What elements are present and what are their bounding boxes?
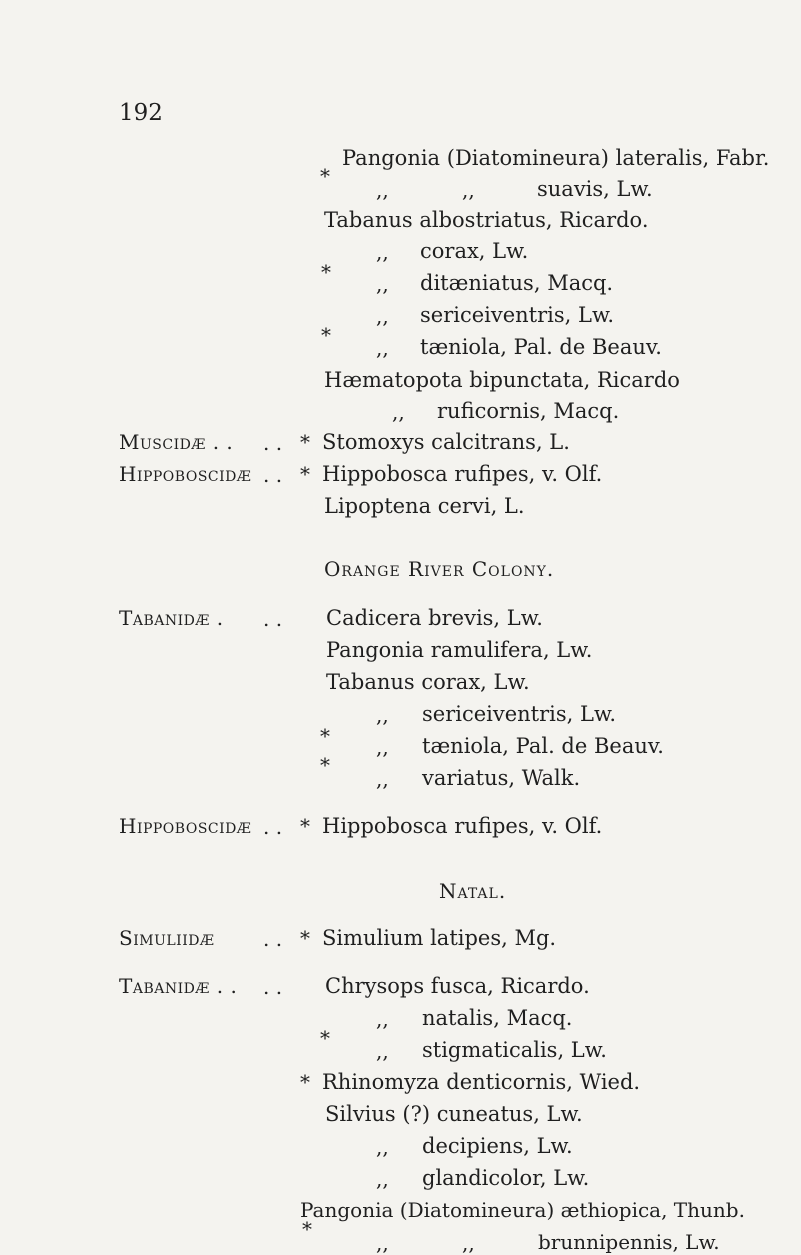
species-line: Chrysops fusca, Ricardo.: [325, 974, 590, 998]
species-line: tæniola, Pal. de Beauv.: [422, 734, 664, 758]
star-mark: *: [320, 1026, 330, 1050]
ditto-mark: ,,: [392, 400, 405, 424]
ditto-mark: ,,: [376, 703, 389, 727]
section-heading: Orange River Colony.: [324, 557, 555, 581]
family-name: Hippoboscidæ: [119, 462, 252, 486]
species-line: glandicolor, Lw.: [422, 1166, 590, 1190]
ditto-mark: ,,: [376, 1039, 389, 1063]
species-line: Silvius (?) cuneatus, Lw.: [325, 1102, 583, 1126]
species-line: Cadicera brevis, Lw.: [326, 606, 543, 630]
species-line: tæniola, Pal. de Beauv.: [420, 335, 662, 359]
star-mark: *: [300, 926, 310, 950]
species-line: Tabanus albostriatus, Ricardo.: [324, 208, 649, 232]
ditto-mark: ,,: [376, 178, 389, 202]
species-line: Pangonia ramulifera, Lw.: [326, 638, 593, 662]
species-line: sericeiventris, Lw.: [420, 303, 615, 327]
ditto-mark: ,,: [376, 304, 389, 328]
star-mark: *: [302, 1217, 312, 1241]
species-line: Hæmatopota bipunctata, Ricardo: [324, 368, 680, 392]
species-line: Stomoxys calcitrans, L.: [322, 430, 570, 454]
ditto-mark: ,,: [376, 272, 389, 296]
species-line: Hippobosca rufipes, v. Olf.: [322, 814, 603, 838]
species-line: Rhinomyza denticornis, Wied.: [322, 1070, 641, 1094]
leader-dots: . .: [263, 815, 283, 839]
ditto-mark: ,,: [376, 1231, 389, 1255]
star-mark: *: [320, 724, 330, 748]
star-mark: *: [320, 164, 330, 188]
leader-dots: . .: [263, 431, 283, 455]
leader-dots: . .: [263, 607, 283, 631]
ditto-mark: ,,: [462, 178, 475, 202]
star-mark: *: [300, 1070, 310, 1094]
species-line: natalis, Macq.: [422, 1006, 573, 1030]
species-line: Pangonia (Diatomineura) æthiopica, Thunb.: [300, 1198, 745, 1222]
family-name: Tabanidæ .: [119, 606, 224, 630]
leader-dots: . .: [263, 463, 283, 487]
species-line: ditæniatus, Macq.: [420, 271, 614, 295]
star-mark: *: [320, 753, 330, 777]
leader-dots: . .: [263, 927, 283, 951]
ditto-mark: ,,: [376, 240, 389, 264]
family-name: Hippoboscidæ: [119, 814, 252, 838]
leader-dots: . .: [263, 975, 283, 999]
star-mark: *: [300, 814, 310, 838]
species-line: variatus, Walk.: [422, 766, 581, 790]
family-name: Simuliidæ: [119, 926, 215, 950]
ditto-mark: ,,: [376, 735, 389, 759]
star-mark: *: [321, 260, 331, 284]
species-line: corax, Lw.: [420, 239, 529, 263]
species-line: sericeiventris, Lw.: [422, 702, 617, 726]
ditto-mark: ,,: [376, 767, 389, 791]
page-number: 192: [119, 100, 163, 126]
species-line: Hippobosca rufipes, v. Olf.: [322, 462, 603, 486]
species-line: Simulium latipes, Mg.: [322, 926, 557, 950]
species-line: stigmaticalis, Lw.: [422, 1038, 607, 1062]
ditto-mark: ,,: [376, 1167, 389, 1191]
ditto-mark: ,,: [376, 1135, 389, 1159]
species-line: brunnipennis, Lw.: [538, 1230, 720, 1254]
section-heading: Natal.: [439, 879, 507, 903]
family-name: Muscidæ . .: [119, 430, 234, 454]
ditto-mark: ,,: [376, 336, 389, 360]
species-line: Lipoptena cervi, L.: [324, 494, 525, 518]
species-line: Pangonia (Diatomineura) lateralis, Fabr.: [342, 146, 770, 170]
species-line: Tabanus corax, Lw.: [326, 670, 530, 694]
star-mark: *: [300, 462, 310, 486]
ditto-mark: ,,: [376, 1007, 389, 1031]
family-name: Tabanidæ . .: [119, 974, 238, 998]
star-mark: *: [321, 323, 331, 347]
star-mark: *: [300, 430, 310, 454]
species-line: suavis, Lw.: [537, 177, 653, 201]
species-line: decipiens, Lw.: [422, 1134, 573, 1158]
ditto-mark: ,,: [462, 1231, 475, 1255]
species-line: ruficornis, Macq.: [437, 399, 620, 423]
